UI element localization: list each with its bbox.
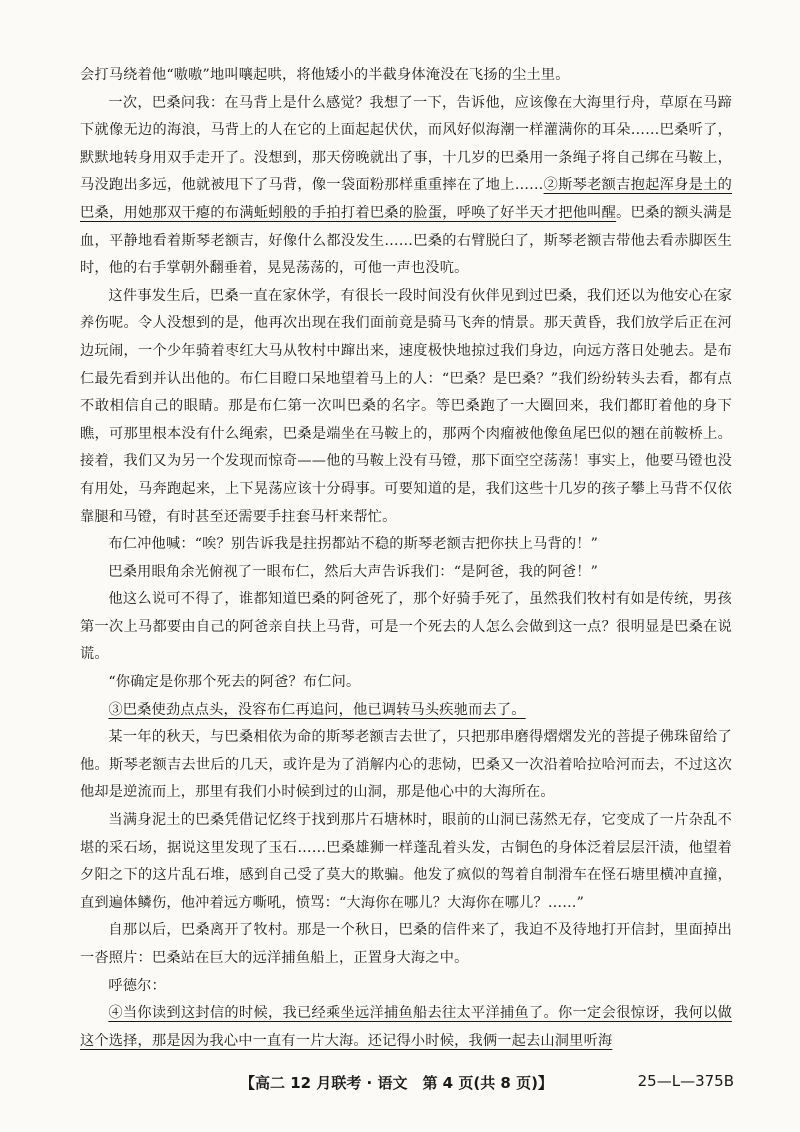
paragraph-7 — [80, 669, 732, 697]
text-run: 自那以后，巴桑离开了牧村。那是一个秋日，巴桑的信件来了，我迫不及待地打开信封，里面掉出一沓照片：巴桑站在巨大的远洋捕鱼船上，正置身大海之中。 — [80, 922, 732, 966]
article-body — [80, 62, 732, 1055]
underlined-sentence-4: ④当你读到这封信的时候，我已经乘坐远洋捕鱼船去往太平洋捕鱼了。你一定会很惊讶，我何以做这个选择，那是因为我心中一直有一片大海。还记得小时候，我俩一起去山洞里听海 — [80, 1005, 732, 1049]
text-run: 会打马绕着他“嗷嗷”地叫嚷起哄，将他矮小的半截身体淹没在飞扬的尘土里。 — [80, 67, 570, 83]
footer-exam-code: 25—L—375B — [637, 1072, 734, 1090]
text-run: 布仁冲他喊：“唉？别告诉我是拄拐都站不稳的斯琴老额吉把你扶上马背的！” — [108, 536, 599, 553]
text-run: 他这么说可不得了，谁都知道巴桑的阿爸死了，那个好骑手死了，虽然我们牧村有如是传统，男孩第一次上马都要由自己的阿爸亲自扶上马背，可是一个死去的人怎么会做到这一点？很明显是巴桑在说谎。 — [80, 591, 732, 663]
text-run: 某一年的秋天，与巴桑相依为命的斯琴老额吉去世了，只把那串磨得熠熠发光的菩提子佛珠留给了他。斯琴老额吉去世后的几天，或许是为了消解内心的悲恸，巴桑又一次沿着哈拉哈河而去，不过这次他却是逆流而上，那里有我们小时候到过的山洞，那是他心中的大海所在。 — [80, 729, 732, 801]
underlined-sentence-2: ②斯琴老额吉抱起浑身是土的巴桑，用她那双干瘪的布满蚯蚓般的手拍打着巴桑的脸蛋，呼唤了好半天才把他叫醒 — [80, 177, 732, 221]
paragraph-10 — [80, 807, 732, 917]
text-run: 当满身泥土的巴桑凭借记忆终于找到那片石塘林时，眼前的山洞已荡然无存，它变成了一片杂乱不堪的采石场，据说这里发现了玉石……巴桑雄狮一样蓬乱着头发，古铜色的身体泛着层层汗渍，他望着夕阳之下的这片乱石堆，感到自己受了莫大的欺骗。他发了疯似的驾着自制滑车在怪石塘里横冲直撞，直到遍体鳞伤，他冲着远方嘶吼，愤骂：“大海你在哪儿？大海你在哪儿？……” — [80, 812, 732, 911]
paragraph-12 — [80, 973, 732, 1001]
paragraph-13 — [80, 1000, 732, 1055]
paragraph-6 — [80, 586, 732, 669]
paragraph-11 — [80, 917, 732, 972]
page-footer — [0, 1072, 800, 1098]
paragraph-4 — [80, 531, 732, 559]
paragraph-2 — [80, 90, 732, 283]
text-run: “你确定是你那个死去的阿爸？布仁问。 — [108, 674, 361, 691]
text-run: 巴桑用眼角余光俯视了一眼布仁，然后大声告诉我们：“是阿爸，我的阿爸！” — [108, 563, 599, 580]
paragraph-1 — [80, 62, 732, 90]
footer-page-info: 【高二 12 月联考 · 语文 第 4 页(共 8 页)】 — [240, 1074, 553, 1092]
paragraph-9 — [80, 724, 732, 807]
text-run: 这件事发生后，巴桑一直在家休学，有很长一段时间没有伙伴见到过巴桑，我们还以为他安心在家养伤呢。令人没想到的是，他再次出现在我们面前竟是骑马飞奔的情景。那天黄昏，我们放学后正在河边玩闹，一个少年骑着枣红大马从牧村中蹿出来，速度极快地掠过我们身边，向远方落日处驰去。是布仁最先看到并认出他的。布仁目瞪口呆地望着马上的人：“巴桑？是巴桑？”我们纷纷转头去看，都有点不敢相信自己的眼睛。那是布仁第一次叫巴桑的名字。等巴桑跑了一大圈回来，我们都盯着他的身下瞧，可那里根本没有什么绳索，巴桑是端坐在马鞍上的，那两个肉瘤被他像鱼尾巴似的翘在前鞍桥上。接着，我们又为另一个发现而惊奇——他的马鞍上没有马镫，那下面空空荡荡！事实上，他要马镫也没有用处，马奔跑起来，上下晃荡应该十分碍事。可要知道的是，我们这些十几岁的孩子攀上马背不仅依靠腿和马镫，有时甚至还需要手拄套马杆来帮忙。 — [80, 287, 732, 525]
letter-salutation: 呼德尔： — [108, 977, 166, 994]
text-run: 。巴桑的额头满是血，平静地看着斯琴老额吉，好像什么都没发生……巴桑的右臂脱臼了，斯琴老额吉带他去看赤脚医生时，他的右手掌朝外翻垂着，晃晃荡荡的，可他一声也没吭。 — [80, 204, 732, 277]
paragraph-5 — [80, 559, 732, 587]
paragraph-8 — [80, 697, 732, 725]
text-run: 一次，巴桑问我：在马背上是什么感觉？我想了一下，告诉他，应该像在大海里行舟，草原在马蹄下就像无边的海浪，马背上的人在它的上面起起伏伏，而风好似海潮一样灌满你的耳朵……巴桑听了，默默地转身用双手走开了。没想到，那天傍晚就出了事，十几岁的巴桑用一条绳子将自己绑在马鞍上，马没跑出多远，他就被甩下了马背，像一袋面粉那样重重摔在了地上…… — [80, 94, 732, 194]
paragraph-3 — [80, 283, 732, 531]
underlined-sentence-3: ③巴桑使劲点点头，没容布仁再追问，他已调转马头疾驰而去了。 — [108, 701, 526, 718]
